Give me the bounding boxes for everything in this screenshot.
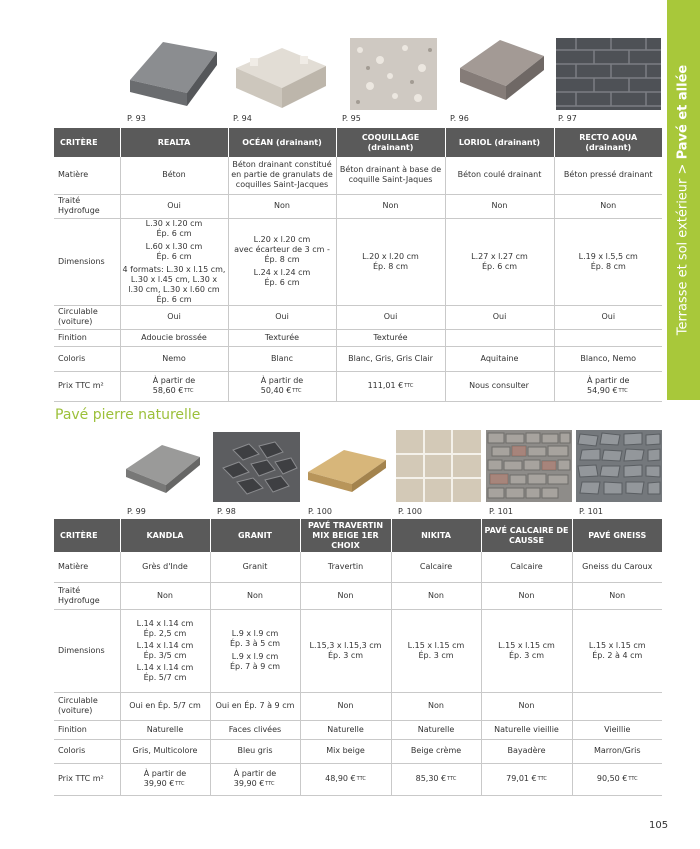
table-cell: Gris, Multicolore (120, 739, 210, 763)
product-photo-gneiss (576, 430, 662, 502)
table-row (54, 329, 662, 346)
dimensions-cell: L.19 x l.5,5 cm Ép. 8 cm (554, 218, 662, 305)
header-cell: NIKITA (391, 519, 481, 552)
table-row (54, 305, 662, 329)
table-row (54, 692, 662, 720)
product-photo-recto-aqua (556, 38, 661, 110)
product-photo-coquillage (350, 38, 437, 110)
row-label: Prix TTC m² (54, 371, 120, 401)
table-cell: Non (300, 582, 391, 609)
table-row (54, 582, 662, 609)
table-cell: Non (554, 194, 662, 218)
table-row (54, 218, 662, 305)
table-cell: Beige crème (391, 739, 481, 763)
row-label: Circulable (voiture) (54, 305, 120, 329)
dimensions-cell: L.15 x l.15 cm Ép. 3 cm (481, 609, 572, 692)
dimensions-cell: L.15 x l.15 cm Ép. 2 à 4 cm (572, 609, 662, 692)
table-row (54, 720, 662, 739)
dimensions-cell: L.14 x l.14 cm Ép. 2,5 cm L.14 x l.14 cm Ép. 3/5 cm L.14 x l.14 cm Ép. 5/7 cm (120, 609, 210, 692)
table-cell: Oui en Ép. 5/7 cm (120, 692, 210, 720)
table-cell: Travertin (300, 552, 391, 582)
header-cell: LORIOL (drainant) (445, 128, 554, 157)
header-cell: OCÉAN (drainant) (228, 128, 336, 157)
table-cell: Béton coulé drainant (445, 157, 554, 194)
header-cell: CRITÈRE (54, 128, 120, 157)
header-cell: PAVÉ TRAVERTIN MIX BEIGE 1ER CHOIX (300, 519, 391, 552)
dimensions-cell: L.20 x l.20 cm avec écarteur de 3 cm - Ép. 8 cm L.24 x l.24 cm Ép. 6 cm (228, 218, 336, 305)
page-ref-granit: P. 98 (217, 507, 236, 516)
price-cell: 79,01 €$^{TTC}$ (481, 763, 572, 795)
table-header-row (54, 519, 662, 552)
header-cell: CRITÈRE (54, 519, 120, 552)
table-cell (445, 329, 554, 346)
page-ref-calcaire: P. 101 (489, 507, 513, 516)
header-cell: KANDLA (120, 519, 210, 552)
table-cell: Non (300, 692, 391, 720)
table-cell: Oui en Ép. 7 à 9 cm (210, 692, 300, 720)
table-cell: Blanco, Nemo (554, 346, 662, 371)
header-cell: PAVÉ GNEISS (572, 519, 662, 552)
price-cell: Nous consulter (445, 371, 554, 401)
table-cell: Bayadère (481, 739, 572, 763)
header-cell: GRANIT (210, 519, 300, 552)
comparison-table-pave-beton (54, 128, 662, 402)
row-label: Prix TTC m² (54, 763, 120, 795)
table-cell: Blanc (228, 346, 336, 371)
page-ref-kandla: P. 99 (127, 507, 146, 516)
table-row (54, 157, 662, 194)
table-cell: Béton pressé drainant (554, 157, 662, 194)
table-cell: Oui (336, 305, 445, 329)
table-cell: Texturée (336, 329, 445, 346)
header-cell: PAVÉ CALCAIRE DE CAUSSE (481, 519, 572, 552)
table-cell: Non (228, 194, 336, 218)
price-cell: 85,30 €$^{TTC}$ (391, 763, 481, 795)
table-cell: Non (391, 582, 481, 609)
header-cell: REALTA (120, 128, 228, 157)
product-photo-granit (213, 432, 300, 502)
page-ref-nikita: P. 100 (398, 507, 422, 516)
table-cell: Bleu gris (210, 739, 300, 763)
dimensions-cell: L.20 x l.20 cm Ép. 8 cm (336, 218, 445, 305)
table-cell: Non (210, 582, 300, 609)
row-label: Matière (54, 552, 120, 582)
price-cell: À partir de 50,40 €$^{TTC}$ (228, 371, 336, 401)
price-cell: 90,50 €$^{TTC}$ (572, 763, 662, 795)
table-cell: Oui (228, 305, 336, 329)
table-row (54, 763, 662, 795)
row-label: Traité Hydrofuge (54, 582, 120, 609)
page-ref-realta: P. 93 (127, 114, 146, 123)
product-photo-calcaire-causse (486, 430, 572, 502)
page-ref-travertin: P. 100 (308, 507, 332, 516)
dimensions-cell: L.9 x l.9 cm Ép. 3 à 5 cm L.9 x l.9 cm Ép. 7 à 9 cm (210, 609, 300, 692)
table-cell: Non (120, 582, 210, 609)
table-row (54, 194, 662, 218)
table-cell: Béton drainant constitué en partie de granulats de coquilles Saint-Jacques (228, 157, 336, 194)
row-label: Finition (54, 720, 120, 739)
table-header-row (54, 128, 662, 157)
dimensions-cell: L.15,3 x l.15,3 cm Ép. 3 cm (300, 609, 391, 692)
header-cell: RECTO AQUA (drainant) (554, 128, 662, 157)
dimensions-cell: L.27 x l.27 cm Ép. 6 cm (445, 218, 554, 305)
header-cell: COQUILLAGE (drainant) (336, 128, 445, 157)
table-cell: Non (572, 582, 662, 609)
table-cell: Naturelle (391, 720, 481, 739)
row-label: Coloris (54, 346, 120, 371)
sidebar-label: Terrasse et sol extérieur > Pavé et allée (675, 64, 691, 336)
product-photo-ocean (232, 38, 330, 114)
table-row (54, 371, 662, 401)
dimensions-cell: L.30 x l.20 cm Ép. 6 cm L.60 x l.30 cm Ép. 6 cm 4 formats: L.30 x l.15 cm, L.30 x l.45 cm, L.30 x l.30 cm, L.30 x l.60 cm Ép. 6 cm (120, 218, 228, 305)
table-cell: Non (391, 692, 481, 720)
product-photo-loriol (450, 38, 548, 108)
table-cell: Oui (120, 305, 228, 329)
table-cell: Blanc, Gris, Gris Clair (336, 346, 445, 371)
table-cell: Grès d'Inde (120, 552, 210, 582)
page-ref-recto-aqua: P. 97 (558, 114, 577, 123)
page-ref-gneiss: P. 101 (579, 507, 603, 516)
comparison-table-pierre-naturelle (54, 519, 662, 796)
table-cell: Aquitaine (445, 346, 554, 371)
table-cell: Nemo (120, 346, 228, 371)
table-cell: Non (481, 582, 572, 609)
table-row (54, 552, 662, 582)
table-cell: Oui (120, 194, 228, 218)
table-cell: Béton (120, 157, 228, 194)
table-cell: Texturée (228, 329, 336, 346)
page-ref-loriol: P. 96 (450, 114, 469, 123)
table-cell: Non (336, 194, 445, 218)
table-cell: Calcaire (481, 552, 572, 582)
table-row (54, 609, 662, 692)
product-photo-realta (125, 38, 220, 110)
page-ref-coquillage: P. 95 (342, 114, 361, 123)
product-photo-travertin (306, 440, 388, 500)
table-cell: Oui (445, 305, 554, 329)
table-cell: Marron/Gris (572, 739, 662, 763)
table-cell: Adoucie brossée (120, 329, 228, 346)
row-label: Matière (54, 157, 120, 194)
row-label: Coloris (54, 739, 120, 763)
row-label: Dimensions (54, 218, 120, 305)
product-photo-nikita (396, 430, 481, 502)
table-cell (572, 692, 662, 720)
row-label: Finition (54, 329, 120, 346)
page-ref-ocean: P. 94 (233, 114, 252, 123)
page-number: 105 (649, 820, 669, 831)
table-cell: Mix beige (300, 739, 391, 763)
table-cell: Naturelle vieillie (481, 720, 572, 739)
table-cell: Granit (210, 552, 300, 582)
table-row (54, 346, 662, 371)
row-label: Dimensions (54, 609, 120, 692)
price-cell: 48,90 €$^{TTC}$ (300, 763, 391, 795)
table-cell: Béton drainant à base de coquille Saint-Jaques (336, 157, 445, 194)
price-cell: 111,01 €$^{TTC}$ (336, 371, 445, 401)
section-title: Pavé pierre naturelle (55, 407, 201, 423)
table-cell: Vieillie (572, 720, 662, 739)
table-cell: Non (445, 194, 554, 218)
product-photo-kandla (122, 435, 204, 501)
price-cell: À partir de 39,90 €$^{TTC}$ (210, 763, 300, 795)
table-cell: Gneiss du Caroux (572, 552, 662, 582)
table-cell (554, 329, 662, 346)
table-cell: Naturelle (300, 720, 391, 739)
price-cell: À partir de 39,90 €$^{TTC}$ (120, 763, 210, 795)
table-cell: Calcaire (391, 552, 481, 582)
row-label: Traité Hydrofuge (54, 194, 120, 218)
price-cell: À partir de 54,90 €$^{TTC}$ (554, 371, 662, 401)
row-label: Circulable (voiture) (54, 692, 120, 720)
table-row (54, 739, 662, 763)
price-cell: À partir de 58,60 €$^{TTC}$ (120, 371, 228, 401)
table-cell: Faces clivées (210, 720, 300, 739)
dimensions-cell: L.15 x l.15 cm Ép. 3 cm (391, 609, 481, 692)
table-cell: Naturelle (120, 720, 210, 739)
table-cell: Oui (554, 305, 662, 329)
table-cell: Non (481, 692, 572, 720)
